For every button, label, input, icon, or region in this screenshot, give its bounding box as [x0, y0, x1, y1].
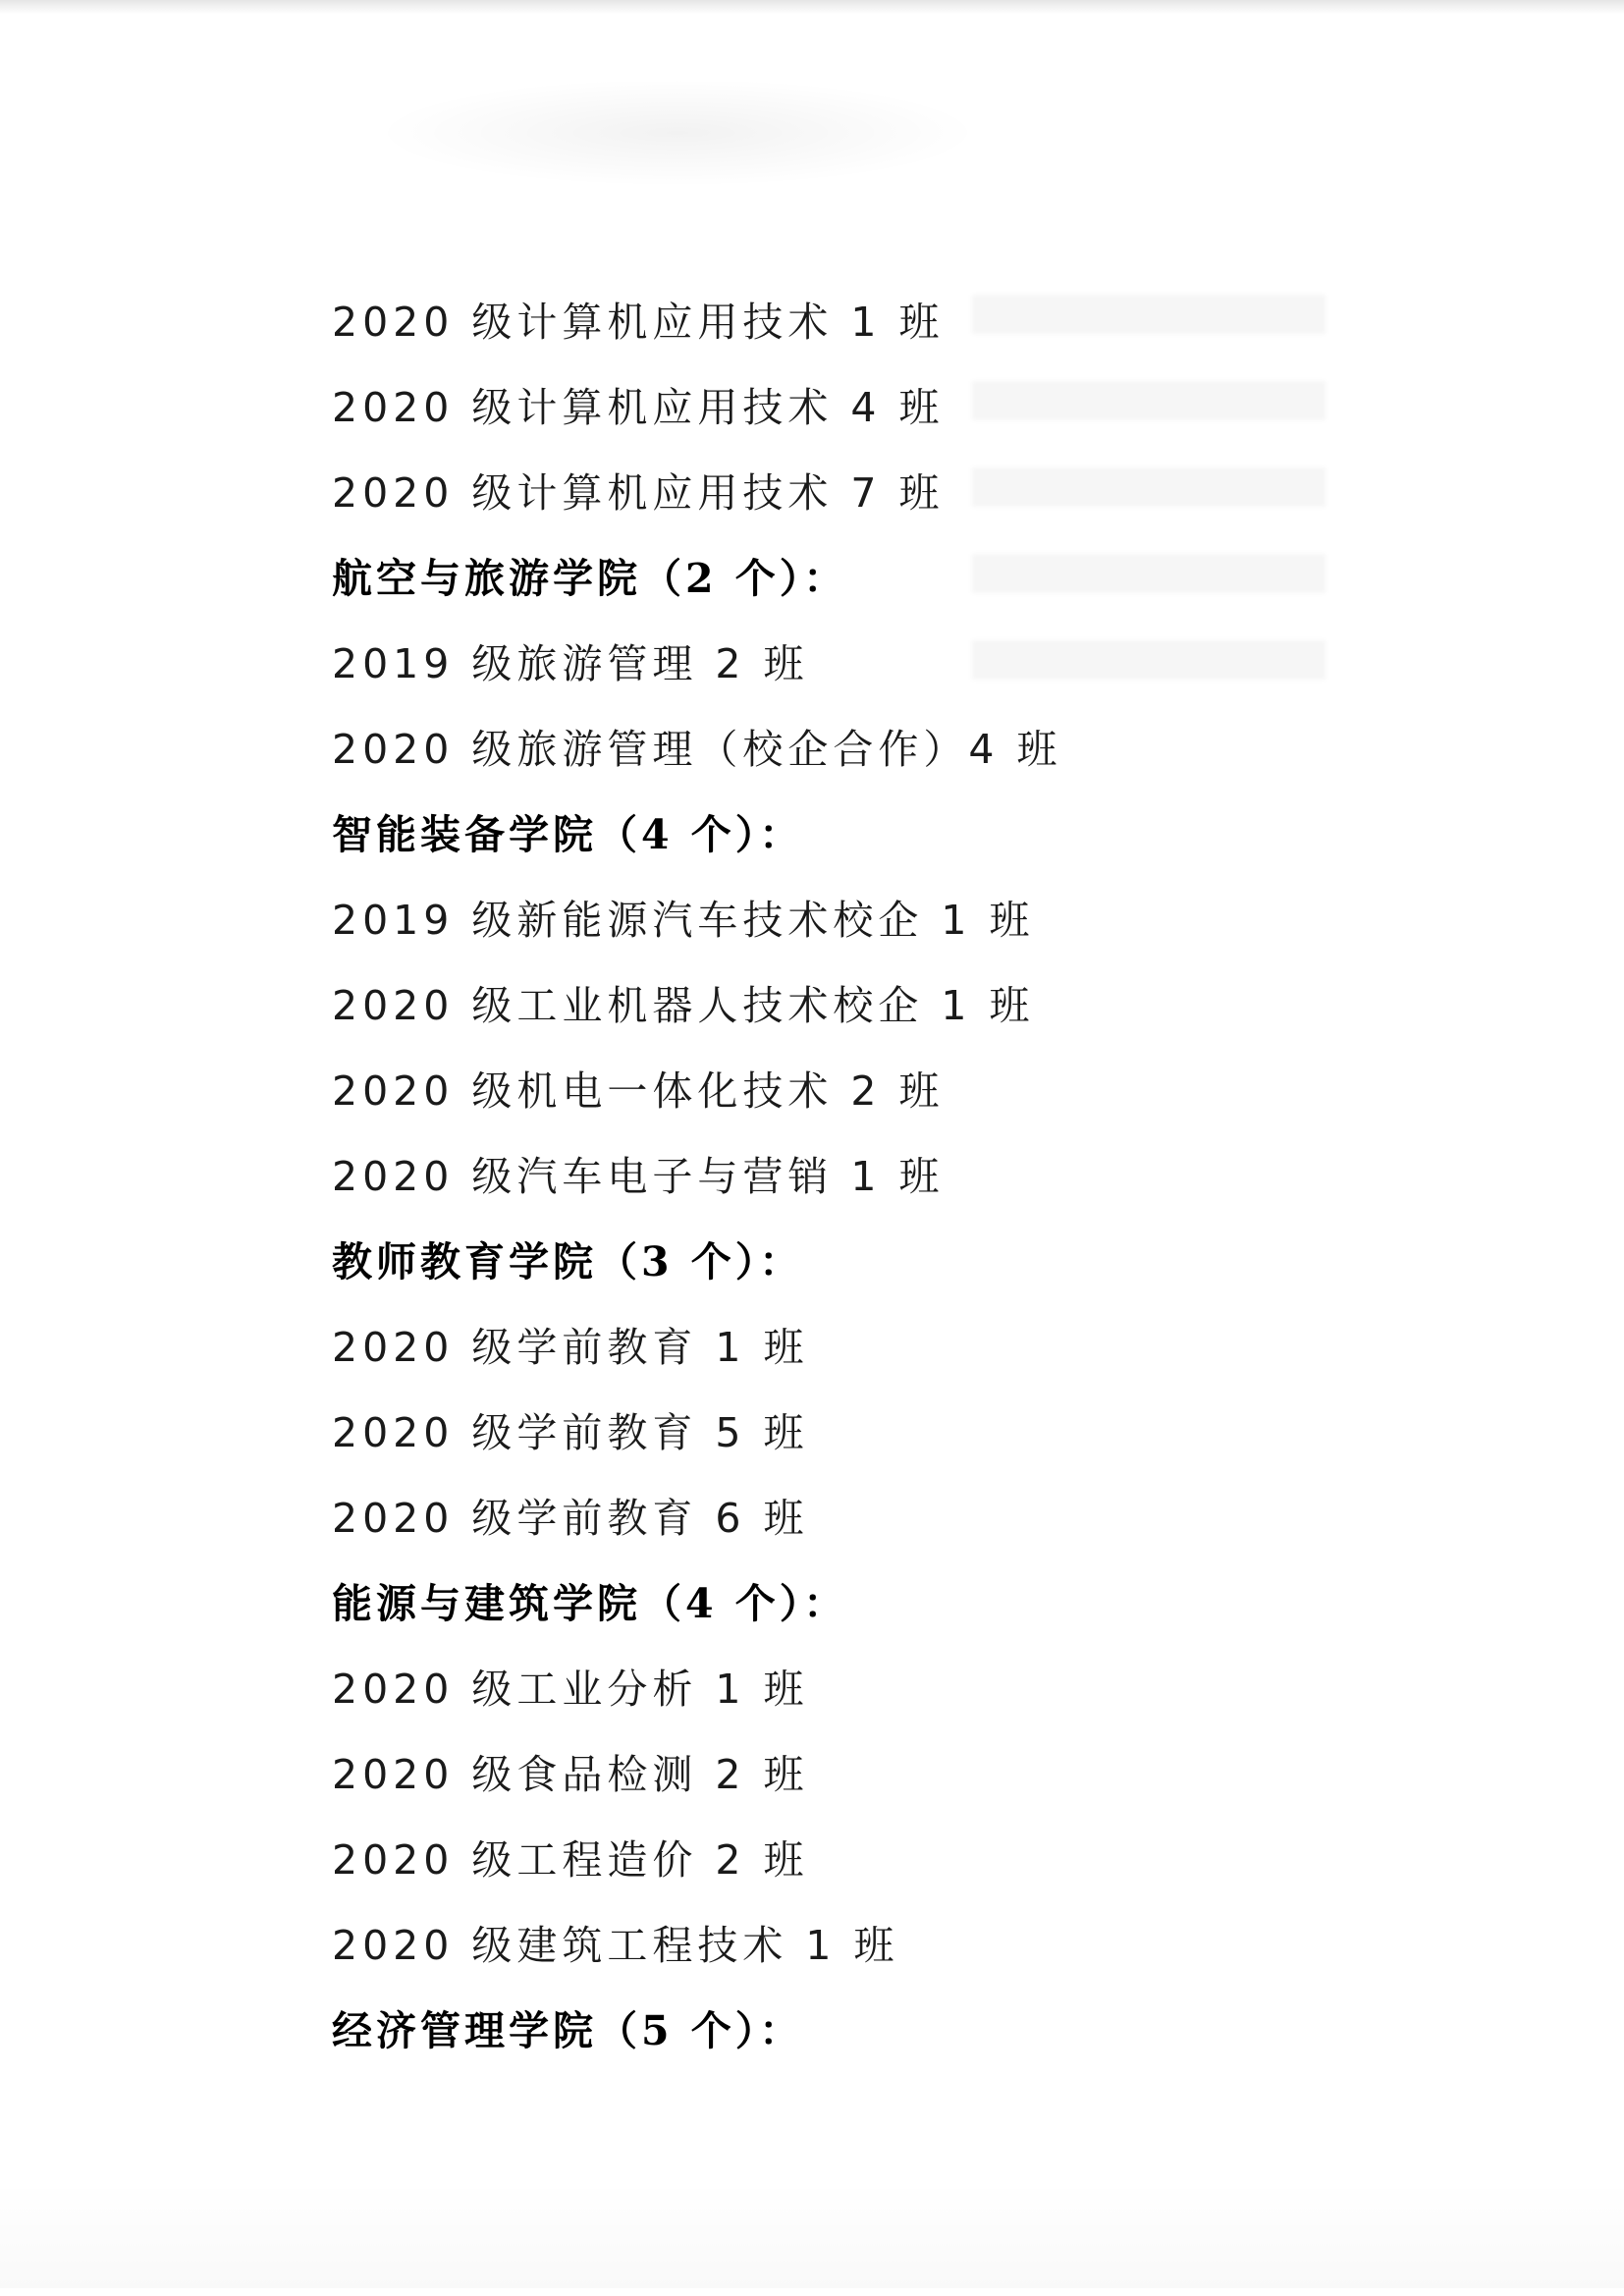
class-entry: 2020 级机电一体化技术 2 班: [332, 1067, 945, 1115]
college-heading: 智能装备学院（4 个）：: [332, 811, 804, 858]
class-entry: 2020 级计算机应用技术 4 班: [332, 384, 945, 431]
college-heading: 航空与旅游学院（2 个）：: [332, 555, 848, 602]
college-heading: 教师教育学院（3 个）：: [332, 1238, 804, 1285]
document-body: [332, 293, 1510, 2087]
class-entry: 2020 级工程造价 2 班: [332, 1836, 809, 1884]
scan-bottom-shade: [0, 2180, 1624, 2288]
scan-edge-shadow: [0, 0, 1624, 14]
class-entry: 2020 级建筑工程技术 1 班: [332, 1922, 899, 1969]
class-entry: 2019 级新能源汽车技术校企 1 班: [332, 897, 1035, 944]
class-entry: 2020 级学前教育 1 班: [332, 1324, 809, 1371]
college-heading: 经济管理学院（5 个）：: [332, 2007, 804, 2054]
class-entry: 2020 级工业机器人技术校企 1 班: [332, 982, 1035, 1029]
scan-show-through: [373, 79, 982, 187]
class-entry: 2020 级学前教育 5 班: [332, 1409, 809, 1456]
college-heading: 能源与建筑学院（4 个）：: [332, 1580, 848, 1627]
class-entry: 2019 级旅游管理 2 班: [332, 640, 809, 687]
class-entry: 2020 级工业分析 1 班: [332, 1666, 809, 1713]
class-entry: 2020 级汽车电子与营销 1 班: [332, 1153, 945, 1200]
class-entry: 2020 级食品检测 2 班: [332, 1751, 809, 1798]
class-entry: 2020 级计算机应用技术 1 班: [332, 299, 945, 346]
class-entry: 2020 级旅游管理（校企合作）4 班: [332, 726, 1062, 773]
class-entry: 2020 级学前教育 6 班: [332, 1495, 809, 1542]
class-entry: 2020 级计算机应用技术 7 班: [332, 469, 945, 517]
